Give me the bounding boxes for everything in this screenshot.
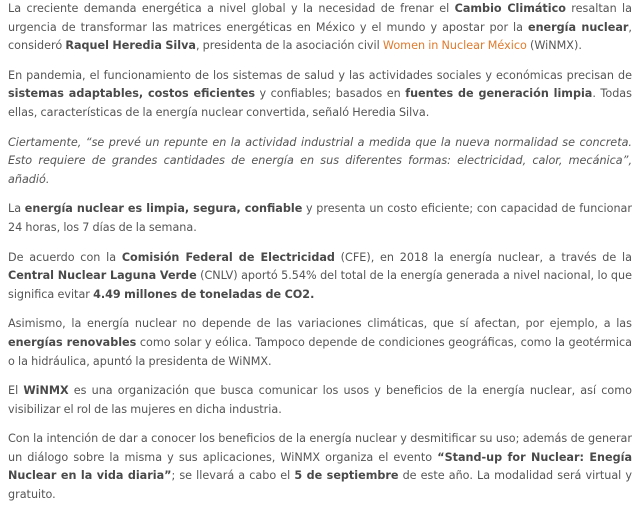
text-run: En pandemia, el funcionamiento de los sistemas de salud y las actividades sociales y económicas precisan de: [8, 68, 632, 82]
text-run: , consideró: [8, 20, 632, 53]
article-paragraph: [8, 67, 632, 123]
text-run: Con la intención de dar a conocer los beneficios de la energía nuclear y desmitificar su uso; además de generar un diálogo sobre la misma y sus aplicaciones, WiNMX organiza el evento: [8, 432, 632, 464]
bold-phrase: Raquel Heredia Silva: [65, 39, 196, 53]
text-run: Ciertamente, “se prevé un repunte en la actividad industrial a medida que la nueva normalidad se concreta. Esto requiere de grandes cantidades de energía en sus diferentes formas: electricidad, calor, mecánica”, añadió.: [8, 135, 632, 186]
bold-phrase: fuentes de generación limpia: [405, 87, 593, 101]
bold-phrase: Central Nuclear Laguna Verde: [8, 269, 197, 283]
text-run: y confiables; basados en: [255, 87, 406, 101]
article-paragraph: [8, 430, 632, 504]
text-run: y presenta un costo eficiente; con capacidad de funcionar 24 horas, los 7 días de la semana.: [8, 202, 632, 234]
organization-link[interactable]: Women in Nuclear México: [382, 39, 527, 53]
text-run: La: [8, 202, 25, 216]
text-run: (CNLV) aportó 5.54% del total de la energía generada a nivel nacional, lo que significa evitar: [8, 269, 632, 301]
article-paragraph: [8, 200, 632, 237]
article-body: [8, 0, 632, 516]
text-run: , presidenta de la asociación civil: [195, 39, 383, 53]
text-run: resaltan la urgencia de transformar las matrices energéticas en México y el mundo y apostar por la: [8, 2, 633, 34]
article-paragraph: [8, 315, 632, 371]
text-run: La creciente demanda energética a nivel global y la necesidad de frenar el: [8, 2, 455, 15]
text-run: de este año. La modalidad será virtual y gratuito.: [8, 469, 633, 502]
bold-phrase: 5 de septiembre: [294, 469, 399, 483]
bold-phrase: Cambio Climático: [454, 2, 566, 15]
bold-phrase: energía nuclear es limpia, segura, confiable: [24, 202, 303, 216]
bold-phrase: sistemas adaptables, costos eficientes: [8, 87, 255, 101]
article-paragraph: [8, 382, 632, 419]
bold-phrase: energía nuclear: [528, 20, 629, 34]
bold-phrase: energías renovables: [8, 335, 137, 349]
text-run: es una organización que busca comunicar los usos y beneficios de la energía nuclear, así como visibilizar el rol de las mujeres en dicha industria.: [8, 384, 632, 416]
quote-paragraph: [8, 134, 632, 190]
text-run: El: [8, 384, 24, 398]
text-run: (WiNMX).: [526, 39, 582, 53]
bold-phrase: Comisión Federal de Electricidad: [121, 250, 335, 264]
text-run: Asimismo, la energía nuclear no depende de las variaciones climáticas, que sí afectan, por ejemplo, a las: [8, 317, 632, 331]
text-run: De acuerdo con la: [8, 250, 122, 264]
bold-phrase: WiNMX: [23, 384, 69, 398]
article-paragraph: [8, 249, 632, 305]
article-paragraph: [8, 0, 632, 56]
text-run: como solar y eólica. Tampoco depende de condiciones geográficas, como la geotérmica o la hidráulica, apuntó la presidenta de WiNMX.: [8, 335, 632, 368]
text-run: (CFE), en 2018 la energía nuclear, a través de la: [334, 250, 632, 264]
text-run: . Todas ellas, características de la energía nuclear convertida, señaló Heredia Silva.: [8, 87, 632, 119]
text-run: ; se llevará a cabo el: [171, 469, 295, 483]
bold-phrase: 4.49 millones de toneladas de CO2.: [93, 287, 315, 301]
bold-phrase: “Stand-up for Nuclear: Enegía Nuclear en la vida diaria”: [8, 450, 632, 483]
